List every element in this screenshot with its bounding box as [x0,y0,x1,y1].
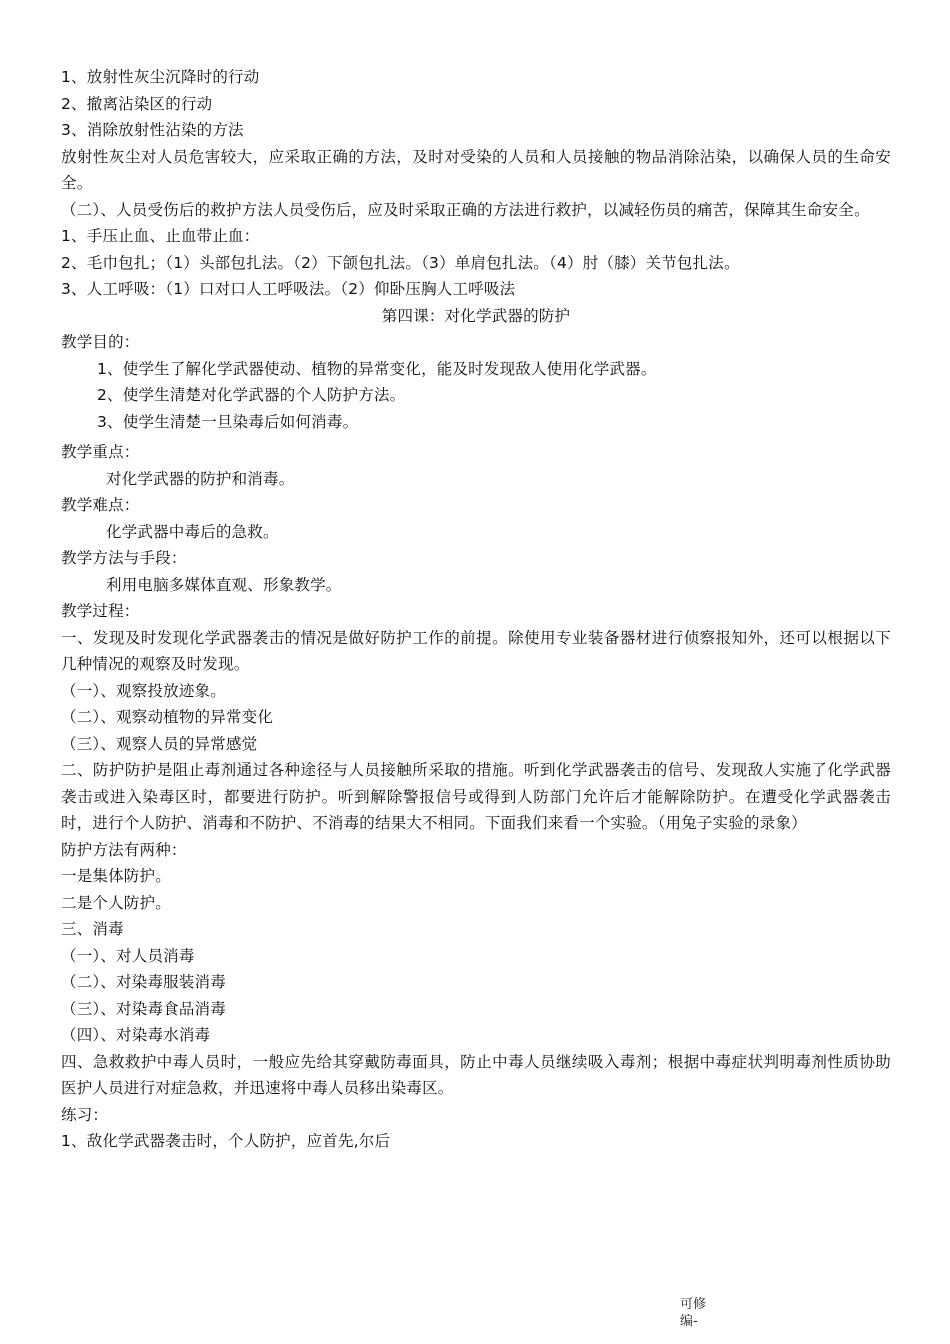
list-item: （二）、观察动植物的异常变化 [61,708,274,726]
list-item: （三）、对染毒食品消毒 [61,999,226,1018]
footer-line: 编- [680,1314,698,1329]
page-footer [680,1296,706,1330]
list-item: 2、使学生清楚对化学武器的个人防护方法。 [97,386,406,404]
list-item: 1、使学生了解化学武器使动、植物的异常变化，能及时发现敌人使用化学武器。 [97,359,657,378]
paragraph: 放射性灰尘对人员危害较大，应采取正确的方法，及时对受染的人员和人员接触的物品消除沾染，以确保人员的生命安全。 [61,147,891,192]
list-item: （二）、对染毒服装消毒 [61,973,226,991]
list-item: （一）、对人员消毒 [61,946,195,965]
document-body [61,64,891,1155]
list-item: 2、毛巾包扎；（1）头部包扎法。（2）下颌包扎法。（3）单肩包扎法。（4）肘（膝）关节包扎法。 [61,253,740,272]
list-item: 2、撤离沾染区的行动 [61,94,213,113]
section-text: 防护方法有两种： [61,840,187,859]
section-text: 二是个人防护。 [61,893,171,912]
section-text: 对化学武器的防护和消毒。 [106,469,295,488]
list-item: 3、消除放射性沾染的方法 [61,121,244,139]
list-item: （四）、对染毒水消毒 [61,1026,211,1044]
section-text: 化学武器中毒后的急救。 [106,522,279,541]
section-heading: 教学重点： [61,443,140,461]
exercise-item: 1、敌化学武器袭击时，个人防护，应首先,尔后 [61,1132,391,1150]
section-text: 一是集体防护。 [61,867,171,885]
list-item: 1、手压止血、止血带止血： [61,227,260,245]
paragraph: 二、防护防护是阻止毒剂通过各种途径与人员接触所采取的措施。听到化学武器袭击的信号、发现敌人实施了化学武器袭击或进入染毒区时，都要进行防护。听到解除警报信号或得到人防部门允许后才能解除防护。在遭受化学武器袭击时，进行个人防护、消毒和不防护、不消毒的结果大不相同。下面我们来看一个实验。（用兔子实验的录象） [61,761,891,832]
paragraph: （二）、人员受伤后的救护方法人员受伤后，应及时采取正确的方法进行救护，以减轻伤员的痛苦，保障其生命安全。 [61,200,870,219]
list-item: 1、放射性灰尘沉降时的行动 [61,68,260,86]
paragraph: 四、急救救护中毒人员时，一般应先给其穿戴防毒面具，防止中毒人员继续吸入毒剂；根据中毒症状判明毒剂性质协助医护人员进行对症急救，并迅速将中毒人员移出染毒区。 [61,1052,891,1097]
section-heading: 练习： [61,1105,109,1124]
lesson-title: 第四课：对化学武器的防护 [381,306,571,325]
section-heading: 教学方法与手段： [61,549,187,567]
section-heading: 教学目的： [61,333,140,351]
footer-line: 可修 [680,1297,707,1312]
section-heading: 教学难点： [61,496,140,514]
list-item: 3、使学生清楚一旦染毒后如何消毒。 [97,412,359,431]
paragraph: 一、发现及时发现化学武器袭击的情况是做好防护工作的前提。除使用专业装备器材进行侦察报知外，还可以根据以下几种情况的观察及时发现。 [61,628,891,673]
section-text: 利用电脑多媒体直观、形象教学。 [106,575,342,594]
section-heading: 教学过程： [61,602,140,620]
list-item: 3、人工呼吸：（1）口对口人工呼吸法。（2）仰卧压胸人工呼吸法 [61,280,516,298]
list-item: （三）、观察人员的异常感觉 [61,734,258,753]
list-item: （一）、观察投放迹象。 [61,681,226,700]
section-heading: 三、消毒 [61,920,124,938]
